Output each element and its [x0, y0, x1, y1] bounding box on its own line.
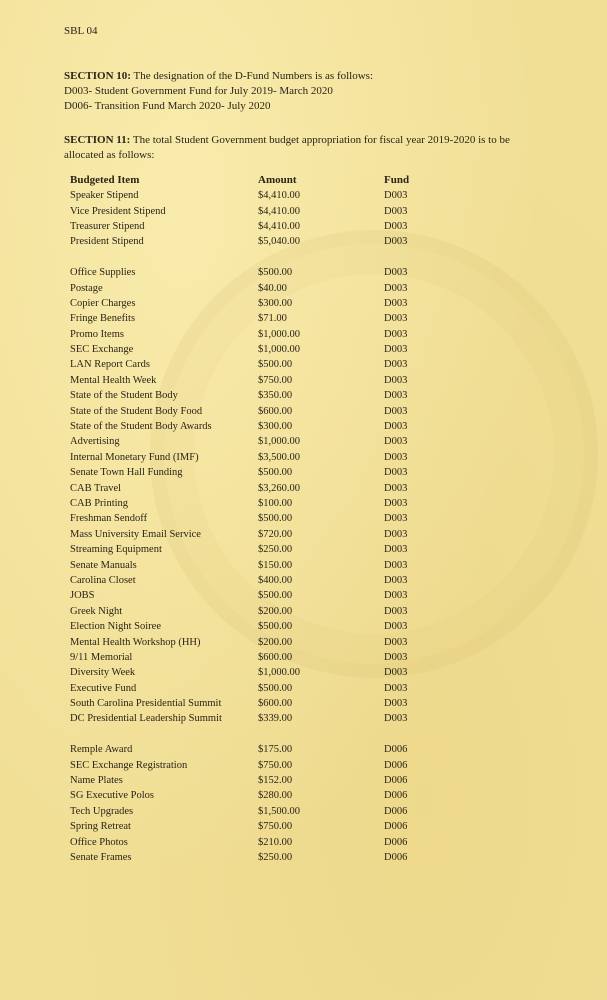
cell-fund: D003 [384, 344, 408, 356]
table-row [64, 234, 444, 249]
cell-budgeted-item: SEC Exchange [70, 344, 134, 356]
cell-fund: D003 [384, 682, 408, 694]
table-row [64, 480, 444, 495]
table-row [64, 757, 444, 772]
cell-fund: D003 [384, 328, 408, 340]
cell-fund: D003 [384, 574, 408, 586]
table-row [64, 573, 444, 588]
cell-budgeted-item: Fringe Benefits [70, 313, 136, 325]
cell-budgeted-item: LAN Report Cards [70, 359, 150, 371]
cell-fund: D003 [384, 190, 408, 202]
cell-budgeted-item: Election Night Soiree [70, 621, 161, 633]
cell-budgeted-item: Tech Upgrades [70, 805, 134, 817]
cell-fund: D003 [384, 559, 408, 571]
cell-amount: $3,260.00 [258, 482, 300, 494]
cell-budgeted-item: Advertising [70, 436, 120, 448]
cell-fund: D003 [384, 205, 408, 217]
cell-amount: $1,000.00 [258, 344, 300, 356]
section-11 [64, 133, 544, 163]
cell-budgeted-item: Diversity Week [70, 667, 136, 679]
cell-fund: D003 [384, 713, 408, 725]
table-row [64, 665, 444, 680]
cell-fund: D003 [384, 513, 408, 525]
cell-budgeted-item: Mental Health Week [70, 374, 157, 386]
cell-fund: D003 [384, 421, 408, 433]
cell-fund: D006 [384, 759, 408, 771]
cell-amount: $500.00 [258, 467, 293, 479]
section-10 [64, 69, 534, 114]
cell-amount: $280.00 [258, 790, 293, 802]
section-10-line-2: D006- Transition Fund March 2020- July 2020 [64, 100, 271, 112]
cell-fund: D003 [384, 451, 408, 463]
table-row [64, 434, 444, 449]
cell-budgeted-item: Senate Manuals [70, 559, 137, 571]
cell-amount: $250.00 [258, 544, 293, 556]
cell-fund: D006 [384, 775, 408, 787]
cell-budgeted-item: Carolina Closet [70, 574, 136, 586]
table-body [64, 188, 444, 865]
table-row [64, 696, 444, 711]
group-spacer [64, 727, 444, 742]
cell-budgeted-item: State of the Student Body Awards [70, 421, 212, 433]
section-10-heading: SECTION 10: [64, 70, 131, 82]
cell-fund: D006 [384, 851, 408, 863]
cell-amount: $750.00 [258, 821, 293, 833]
cell-fund: D003 [384, 313, 408, 325]
cell-budgeted-item: Executive Fund [70, 682, 137, 694]
table-row [64, 557, 444, 572]
cell-fund: D003 [384, 405, 408, 417]
cell-budgeted-item: Treasurer Stipend [70, 220, 145, 232]
section-11-text: The total Student Government budget appropriation for fiscal year 2019-2020 is to be allocated as follows: [64, 134, 510, 161]
table-row [64, 604, 444, 619]
table-row [64, 327, 444, 342]
cell-fund: D003 [384, 544, 408, 556]
section-10-intro [64, 69, 534, 84]
cell-budgeted-item: Senate Frames [70, 851, 132, 863]
cell-amount: $210.00 [258, 836, 293, 848]
table-row [64, 496, 444, 511]
cell-fund: D003 [384, 436, 408, 448]
table-row [64, 634, 444, 649]
cell-budgeted-item: Mental Health Workshop (HH) [70, 636, 201, 648]
table-header-row [64, 171, 444, 188]
table-row [64, 850, 444, 865]
cell-fund: D003 [384, 698, 408, 710]
table-row [64, 742, 444, 757]
group-spacer [64, 250, 444, 265]
cell-amount: $750.00 [258, 759, 293, 771]
cell-amount: $400.00 [258, 574, 293, 586]
cell-fund: D006 [384, 805, 408, 817]
cell-budgeted-item: Freshman Sendoff [70, 513, 148, 525]
cell-fund: D003 [384, 267, 408, 279]
cell-budgeted-item: President Stipend [70, 236, 144, 248]
cell-budgeted-item: Mass University Email Service [70, 528, 201, 540]
cell-fund: D003 [384, 467, 408, 479]
cell-budgeted-item: Office Photos [70, 836, 128, 848]
cell-budgeted-item: Name Plates [70, 775, 123, 787]
cell-budgeted-item: Spring Retreat [70, 821, 131, 833]
table-row [64, 311, 444, 326]
table-row [64, 804, 444, 819]
table-row [64, 773, 444, 788]
cell-budgeted-item: South Carolina Presidential Summit [70, 698, 222, 710]
cell-amount: $500.00 [258, 359, 293, 371]
cell-amount: $350.00 [258, 390, 293, 402]
cell-budgeted-item: CAB Travel [70, 482, 122, 494]
cell-budgeted-item: Postage [70, 282, 103, 294]
cell-amount: $4,410.00 [258, 205, 300, 217]
cell-budgeted-item: Senate Town Hall Funding [70, 467, 183, 479]
cell-budgeted-item: Copier Charges [70, 297, 136, 309]
cell-fund: D003 [384, 590, 408, 602]
cell-amount: $3,500.00 [258, 451, 300, 463]
document-reference: SBL 04 [64, 25, 98, 37]
table-row [64, 388, 444, 403]
cell-amount: $200.00 [258, 605, 293, 617]
section-11-heading: SECTION 11: [64, 134, 131, 146]
cell-fund: D006 [384, 821, 408, 833]
cell-amount: $750.00 [258, 374, 293, 386]
cell-budgeted-item: JOBS [70, 590, 95, 602]
cell-amount: $1,500.00 [258, 805, 300, 817]
table-row [64, 188, 444, 203]
cell-budgeted-item: State of the Student Body [70, 390, 178, 402]
header-amount: Amount [258, 173, 297, 186]
table-row [64, 527, 444, 542]
budget-table [64, 171, 444, 865]
cell-fund: D003 [384, 236, 408, 248]
table-row [64, 203, 444, 218]
cell-fund: D003 [384, 482, 408, 494]
cell-budgeted-item: Streaming Equipment [70, 544, 162, 556]
cell-fund: D003 [384, 297, 408, 309]
cell-amount: $250.00 [258, 851, 293, 863]
cell-fund: D003 [384, 498, 408, 509]
cell-amount: $500.00 [258, 682, 293, 694]
table-row [64, 681, 444, 696]
cell-budgeted-item: SG Executive Polos [70, 790, 154, 802]
table-row [64, 342, 444, 357]
table-row [64, 619, 444, 634]
cell-amount: $1,000.00 [258, 667, 300, 679]
cell-budgeted-item: Internal Monetary Fund (IMF) [70, 451, 199, 463]
table-row [64, 511, 444, 526]
cell-fund: D003 [384, 528, 408, 540]
cell-amount: $600.00 [258, 651, 293, 663]
cell-amount: $500.00 [258, 513, 293, 525]
cell-fund: D003 [384, 390, 408, 402]
cell-amount: $1,000.00 [258, 436, 300, 448]
cell-fund: D003 [384, 220, 408, 232]
cell-fund: D003 [384, 374, 408, 386]
cell-amount: $500.00 [258, 590, 293, 602]
cell-amount: $300.00 [258, 421, 293, 433]
section-10-text: The designation of the D-Fund Numbers is as follows: [130, 70, 374, 82]
header-budgeted-item: Budgeted Item [70, 173, 140, 186]
cell-budgeted-item: Remple Award [70, 744, 133, 756]
table-row [64, 711, 444, 726]
cell-amount: $152.00 [258, 775, 293, 787]
cell-fund: D003 [384, 282, 408, 294]
cell-budgeted-item: State of the Student Body Food [70, 405, 203, 417]
table-row [64, 373, 444, 388]
cell-budgeted-item: Greek Night [70, 605, 123, 617]
cell-fund: D003 [384, 636, 408, 648]
table-row [64, 357, 444, 372]
cell-amount: $500.00 [258, 621, 293, 633]
table-row [64, 280, 444, 295]
table-row [64, 296, 444, 311]
table-row [64, 465, 444, 480]
cell-amount: $200.00 [258, 636, 293, 648]
cell-budgeted-item: Office Supplies [70, 267, 136, 279]
table-row [64, 450, 444, 465]
cell-fund: D006 [384, 744, 408, 756]
table-row [64, 834, 444, 849]
table-row [64, 588, 444, 603]
section-10-line-1: D003- Student Government Fund for July 2019- March 2020 [64, 85, 333, 97]
cell-fund: D003 [384, 621, 408, 633]
table-row [64, 219, 444, 234]
header-fund: Fund [384, 173, 410, 186]
cell-fund: D006 [384, 790, 408, 802]
table-row [64, 650, 444, 665]
cell-amount: $5,040.00 [258, 236, 300, 248]
cell-amount: $4,410.00 [258, 190, 300, 202]
table-row [64, 403, 444, 418]
cell-amount: $500.00 [258, 267, 293, 279]
cell-amount: $339.00 [258, 713, 293, 725]
cell-amount: $720.00 [258, 528, 293, 540]
cell-budgeted-item: 9/11 Memorial [70, 651, 133, 663]
cell-amount: $600.00 [258, 698, 293, 710]
cell-amount: $600.00 [258, 405, 293, 417]
cell-budgeted-item: Vice President Stipend [70, 205, 166, 217]
cell-amount: $150.00 [258, 559, 293, 571]
cell-amount: $300.00 [258, 297, 293, 309]
table-row [64, 265, 444, 280]
cell-amount: $1,000.00 [258, 328, 300, 340]
table-row [64, 542, 444, 557]
cell-fund: D003 [384, 651, 408, 663]
cell-fund: D006 [384, 836, 408, 848]
cell-budgeted-item: Promo Items [70, 328, 124, 340]
cell-budgeted-item: SEC Exchange Registration [70, 759, 188, 771]
table-row [64, 819, 444, 834]
cell-fund: D003 [384, 359, 408, 371]
cell-budgeted-item: Speaker Stipend [70, 190, 139, 202]
cell-amount: $175.00 [258, 744, 293, 756]
cell-amount: $71.00 [258, 313, 287, 325]
cell-budgeted-item: DC Presidential Leadership Summit [70, 713, 222, 725]
cell-amount: $40.00 [258, 282, 287, 294]
cell-amount: $100.00 [258, 498, 293, 509]
cell-amount: $4,410.00 [258, 220, 300, 232]
cell-fund: D003 [384, 667, 408, 679]
table-row [64, 419, 444, 434]
table-row [64, 788, 444, 803]
cell-budgeted-item: CAB Printing [70, 498, 129, 509]
cell-fund: D003 [384, 605, 408, 617]
